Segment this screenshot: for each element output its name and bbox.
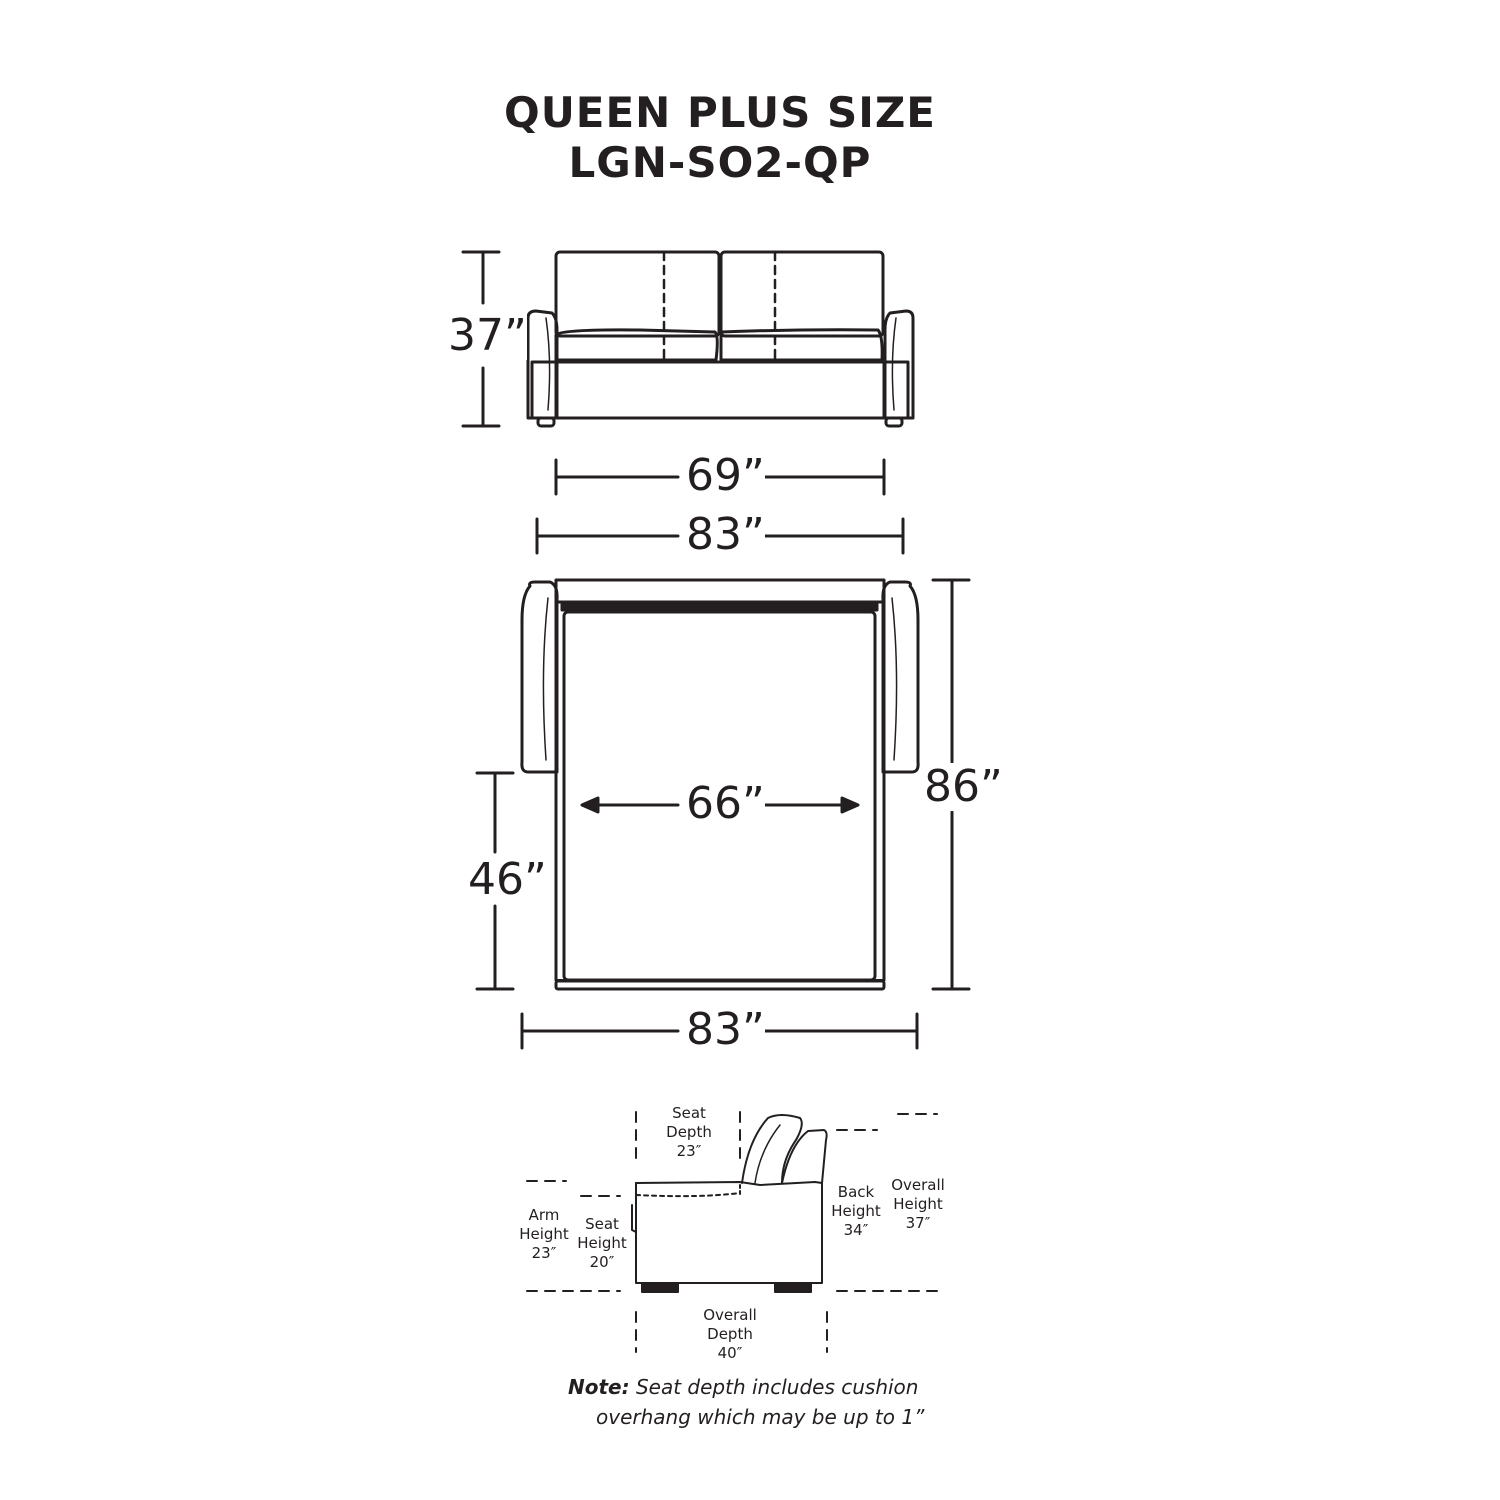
note-label: Note: <box>568 1375 630 1399</box>
back-height-label: Back Height 34″ <box>831 1183 881 1239</box>
title-line-1: QUEEN PLUS SIZE <box>503 88 936 137</box>
mattress-width-label: 66” <box>686 778 765 829</box>
seat-depth-label: Seat Depth 23″ <box>666 1104 712 1160</box>
overall-depth-label: Overall Depth 40″ <box>703 1306 757 1362</box>
title-line-2: LGN-SO2-QP <box>568 138 872 187</box>
inner-width-label: 69” <box>686 450 765 501</box>
bottom-width-label: 83” <box>686 1004 765 1055</box>
seat-height-label: Seat Height 20″ <box>577 1215 627 1271</box>
note-text-1: Seat depth includes cushion <box>635 1375 919 1399</box>
note-text-2: overhang which may be up to 1” <box>596 1405 925 1429</box>
note-line-1 <box>568 1375 918 1399</box>
overall-height-label: Overall Height 37″ <box>891 1176 945 1232</box>
overall-width-label: 83” <box>686 509 765 560</box>
bed-depth-label: 86” <box>924 761 1003 812</box>
front-view-sofa <box>528 252 913 426</box>
front-height-label: 37” <box>448 310 527 361</box>
arm-height-label: Arm Height 23″ <box>519 1206 569 1262</box>
extension-label: 46” <box>468 854 547 905</box>
